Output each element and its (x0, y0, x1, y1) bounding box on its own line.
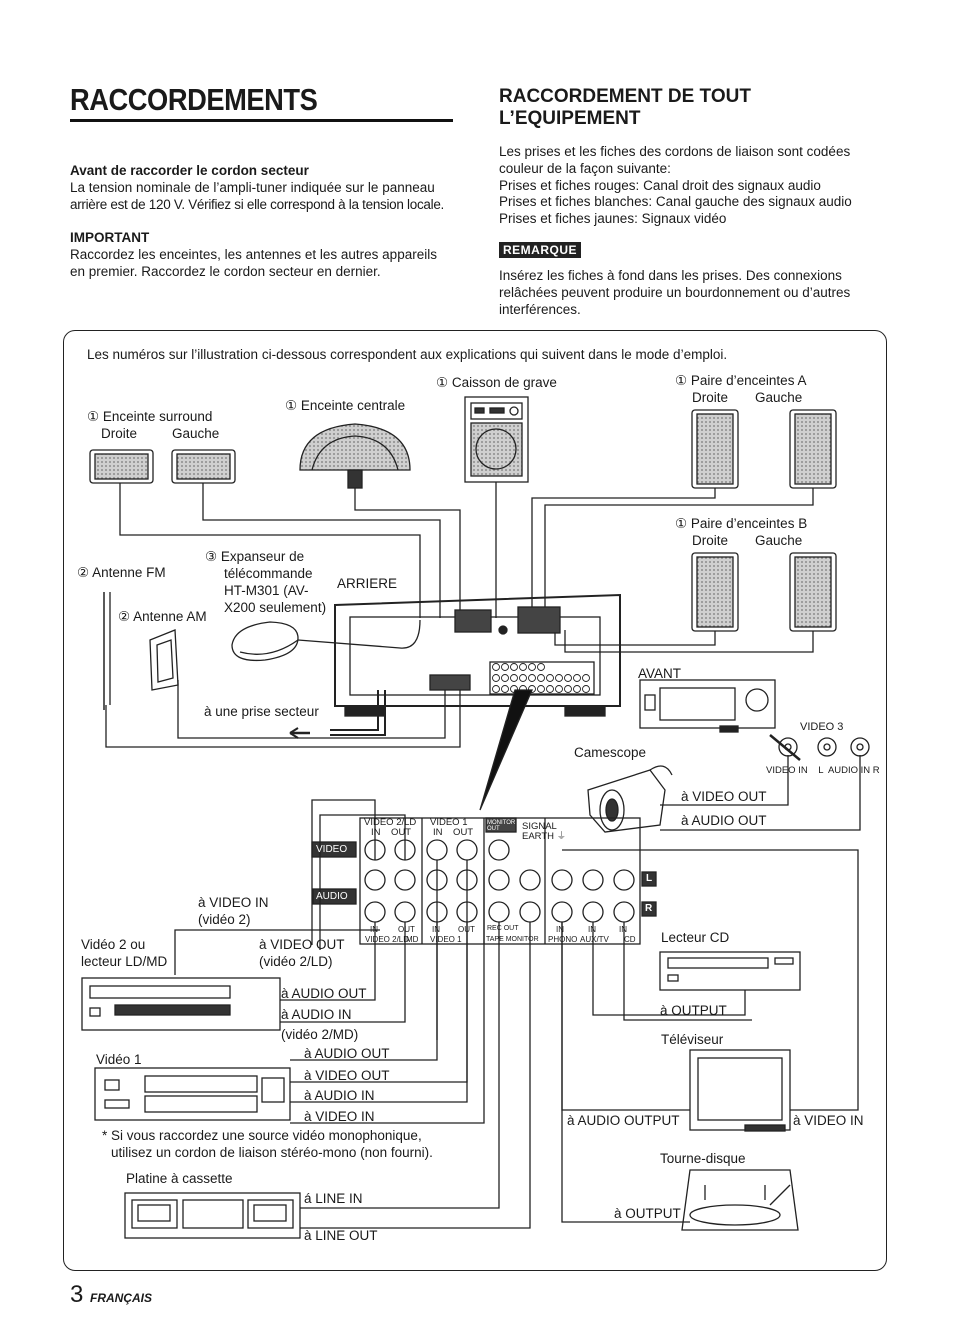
paragraph-line: arrière est de 120 V. Vérifiez si elle correspond à la tension locale. (70, 197, 444, 212)
center-speaker-label (285, 398, 405, 414)
tv-set (690, 1050, 790, 1131)
panel-io-label: IN (370, 925, 378, 934)
label-text: Caisson de grave (451, 375, 557, 390)
expander-label-line: HT-M301 (AV- (224, 583, 309, 598)
panel-right-tag: R (645, 903, 653, 914)
panel-io-label: IN (588, 925, 596, 934)
video3-jacks (770, 735, 869, 760)
cam-video-out-label: à VIDEO OUT (681, 789, 767, 804)
callout-number: ② (77, 565, 90, 580)
video2-device (82, 978, 280, 1030)
label-text: Enceinte centrale (300, 398, 406, 413)
section-title-line: L’EQUIPEMENT (499, 108, 641, 129)
callout-number: ① (436, 375, 449, 390)
video2-device-label: Vidéo 2 ou (81, 937, 146, 952)
tv-label: Téléviseur (661, 1032, 724, 1047)
v1-video-in-label: à VIDEO IN (304, 1109, 375, 1124)
video3-label: VIDEO 3 (800, 721, 844, 733)
panel-bottom-label: REC OUT (487, 925, 519, 932)
gauche-label: Gauche (755, 533, 803, 548)
pair-a-label (675, 373, 806, 389)
v1-audio-out-label: à AUDIO OUT (304, 1046, 390, 1061)
note-line: Insérez les fiches à fond dans les prises. Des connexions (499, 268, 842, 283)
panel-bottom-label: PHONO (548, 935, 578, 944)
surround-label (87, 409, 212, 425)
v2-video-out-label: à VIDEO OUT (259, 937, 345, 952)
label-text: Paire d’enceintes A (690, 373, 807, 388)
label-text: Antenne FM (92, 565, 166, 580)
line-out-label: à LINE OUT (304, 1228, 378, 1243)
cam-audio-out-label: à AUDIO OUT (681, 813, 767, 828)
color-code-yellow: Prises et fiches jaunes: Signaux vidéo (499, 211, 727, 226)
panel-video2ld-label: VIDEO 2/LD (364, 817, 417, 828)
color-code-white: Prises et fiches blanches: Canal gauche des signaux audio (499, 194, 852, 209)
subhead-power-cord: Avant de raccorder le cordon secteur (70, 163, 309, 178)
remarque-badge: REMARQUE (499, 242, 581, 258)
panel-bottom-label: AUX/TV (580, 935, 609, 944)
panel-bottom-label: CD (624, 935, 636, 944)
panel-monitor-label: MONITOR OUT (487, 820, 516, 832)
cd-player (660, 952, 800, 990)
avant-label: AVANT (638, 666, 682, 681)
cassette-label: Platine à cassette (126, 1171, 233, 1186)
tv-audio-output-label: à AUDIO OUTPUT (567, 1113, 680, 1128)
label-text: Expanseur de (220, 549, 305, 564)
callout-number: ① (87, 409, 100, 424)
panel-video1-label: VIDEO 1 (430, 817, 468, 828)
panel-bottom-label: VIDEO 1 (430, 935, 462, 944)
cd-output-label: à OUTPUT (660, 1003, 727, 1018)
paragraph-line: couleur de la façon suivante: (499, 161, 671, 176)
language-label: FRANÇAIS (90, 1291, 152, 1305)
v1-audio-in-label: à AUDIO IN (304, 1088, 375, 1103)
center-speaker (300, 424, 410, 488)
paragraph-line: La tension nominale de l’ampli-tuner indiquée sur le panneau (70, 180, 435, 195)
droite-label: Droite (101, 426, 138, 441)
video1-device (95, 1068, 290, 1120)
callout-number: ① (675, 516, 688, 531)
panel-inout-label: IN OUT (371, 827, 412, 838)
note-line: interférences. (499, 302, 581, 317)
expander-label-line: X200 seulement) (224, 600, 327, 615)
mono-note: * Si vous raccordez une source vidéo monophonique, (102, 1128, 422, 1143)
v2-video-in-label: (vidéo 2) (198, 912, 251, 927)
panel-video-tag: VIDEO (316, 844, 348, 855)
tv-video-in-label: à VIDEO IN (793, 1113, 864, 1128)
section-title-line: RACCORDEMENT DE TOUT (499, 86, 751, 107)
panel-io-label: OUT (458, 925, 475, 934)
video2-device-label: lecteur LD/MD (81, 954, 168, 969)
turntable (682, 1170, 798, 1230)
panel-io-label: OUT (398, 925, 415, 934)
speakers-pair-b (692, 553, 836, 631)
subhead-important: IMPORTANT (70, 230, 150, 245)
camcorder-label: Camescope (574, 745, 647, 760)
arriere-label: ARRIERE (337, 576, 398, 591)
note-line: relâchées peuvent produire un bourdonnement ou d’autres (499, 285, 851, 300)
page-title: RACCORDEMENTS (70, 82, 318, 117)
panel-io-label: IN (432, 925, 440, 934)
color-code-red: Prises et fiches rouges: Canal droit des signaux audio (499, 178, 821, 193)
page-number: 3 (70, 1281, 84, 1308)
v2-video-out-label: (vidéo 2/LD) (259, 954, 333, 969)
mono-note: utilisez un cordon de liaison stéréo-mono (non fourni). (111, 1145, 433, 1160)
label-text: Enceinte surround (102, 409, 213, 424)
expander-label-line: télécommande (224, 566, 313, 581)
signal-earth-label: SIGNAL (522, 821, 557, 832)
panel-bottom-label: MD (406, 935, 419, 944)
panel-bottom-label: TAPE MONITOR (486, 936, 539, 943)
turntable-output-label: à OUTPUT (614, 1206, 681, 1221)
panel-audio-tag: AUDIO (316, 891, 348, 902)
video1-label: Vidéo 1 (96, 1052, 142, 1067)
label-text: Paire d’enceintes B (690, 516, 808, 531)
v1-video-out-label: à VIDEO OUT (304, 1068, 390, 1083)
droite-label: Droite (692, 390, 729, 405)
gauche-label: Gauche (172, 426, 220, 441)
subwoofer (465, 397, 528, 482)
v2-video-in-label: à VIDEO IN (198, 895, 269, 910)
remote-expander (232, 620, 420, 660)
subwoofer-label (436, 375, 557, 391)
receiver-front (640, 680, 775, 732)
v2-md-label: (vidéo 2/MD) (281, 1027, 359, 1042)
paragraph-line: Raccordez les enceintes, les antennes et les autres appareils (70, 247, 437, 262)
diagram-intro: Les numéros sur l’illustration ci-dessous correspondent aux explications qui suivent dans le mode d’emploi. (87, 347, 728, 362)
v2-audio-out-label: à AUDIO OUT (281, 986, 367, 1001)
label-text: Antenne AM (133, 609, 207, 624)
line-in-label: á LINE IN (304, 1191, 363, 1206)
fm-antenna-label (77, 565, 166, 581)
video3-jacks-label: VIDEO IN L AUDIO IN R (766, 765, 880, 776)
gauche-label: Gauche (755, 390, 803, 405)
droite-label: Droite (692, 533, 729, 548)
power-outlet-label: à une prise secteur (204, 704, 319, 719)
panel-inout-label: IN OUT (433, 827, 474, 838)
panel-left-tag: L (646, 873, 653, 884)
v2-audio-in-label: à AUDIO IN (281, 1007, 352, 1022)
panel-io-label: IN (619, 925, 627, 934)
panel-io-label: IN (556, 925, 564, 934)
pair-b-label (675, 516, 807, 532)
callout-number: ② (118, 609, 131, 624)
am-antenna (150, 630, 445, 738)
panel-bottom-label: VIDEO 2/LD (365, 935, 410, 944)
am-antenna-label (118, 609, 207, 625)
surround-speakers (90, 450, 235, 483)
turntable-label: Tourne-disque (660, 1151, 746, 1166)
signal-earth-label: EARTH ⏚ (522, 831, 567, 842)
callout-number: ③ (205, 549, 218, 564)
callout-number: ① (675, 373, 688, 388)
callout-number: ① (285, 398, 298, 413)
speakers-pair-a (692, 410, 836, 488)
cassette-deck (125, 1193, 300, 1238)
expander-label (205, 549, 304, 565)
cd-player-label: Lecteur CD (661, 930, 730, 945)
paragraph-line: Les prises et les fiches des cordons de liaison sont codées (499, 144, 851, 159)
paragraph-line: en premier. Raccordez le cordon secteur en dernier. (70, 264, 381, 279)
